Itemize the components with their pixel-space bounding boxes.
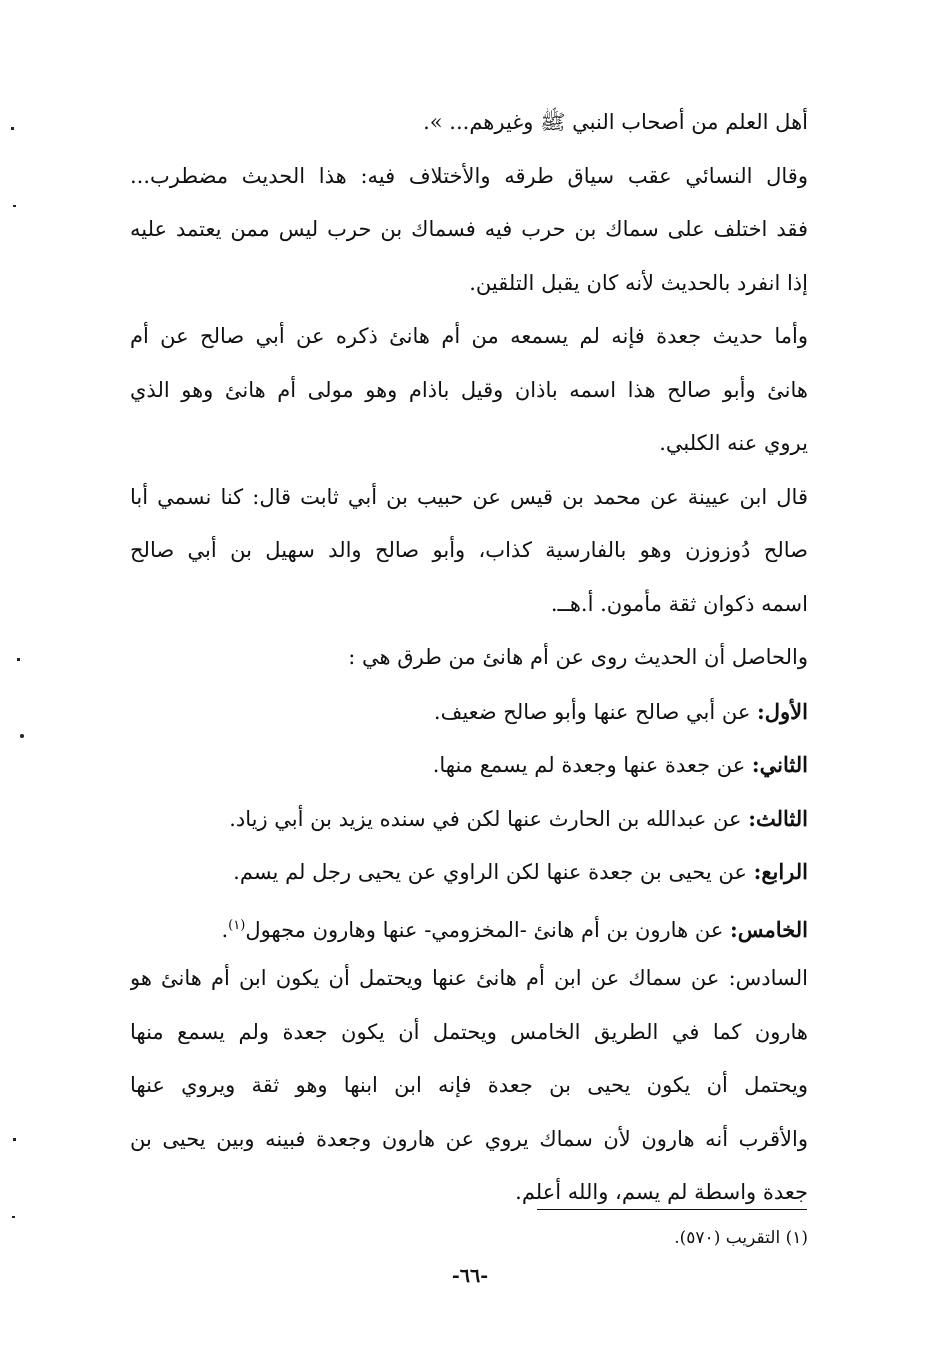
text-line: صالح دُوزوزن وهو بالفارسية كذاب، وأبو صالح والد سهيل بن أبي صالح (130, 538, 808, 562)
scan-speck (11, 127, 14, 130)
main-text (130, 96, 808, 1220)
text-line: هانئ وأبو صالح هذا اسمه باذان وقيل باذام وهو مولى أم هانئ وهو الذي (130, 377, 808, 402)
text-line: والحاصل أن الحديث روى عن أم هانئ من طرق هي : (348, 645, 808, 669)
scan-speck (13, 205, 16, 207)
way-label: الثاني: (751, 752, 808, 777)
text-line: اسمه ذكوان ثقة مأمون. أ.هــ. (550, 591, 808, 616)
footnote-marker[interactable]: (١) (228, 917, 246, 933)
way-text: عن يحيى بن جعدة عنها لكن الراوي عن يحيى رجل لم يسم. (233, 860, 754, 884)
text-line: ويحتمل أن يكون يحيى بن جعدة فإنه ابن ابنها وهو ثقة ويروي عنها (130, 1073, 808, 1097)
text-line: وأما حديث جعدة فإنه لم يسمعه من أم هانئ ذكره عن أبي صالح عن أم (130, 324, 808, 348)
text-line: وقال النسائي عقب سياق طرقه والأختلاف فيه: هذا الحديث مضطرب... (130, 163, 808, 188)
way-label: الخامس: (730, 916, 808, 942)
way-text-end: . (221, 917, 229, 942)
way-third (130, 792, 808, 846)
way-text: عن جعدة عنها وجعدة لم يسمع منها. (432, 753, 752, 777)
text-line: قال ابن عيينة عن محمد بن قيس عن حبيب بن أبي ثابت قال: كنا نسمي أبا (130, 484, 808, 509)
text-line: يروي عنه الكلبي. (659, 431, 808, 455)
way-fourth (130, 845, 808, 899)
way-second (130, 738, 808, 792)
text-line: جعدة واسطة لم يسم، والله أعلم. (515, 1180, 808, 1204)
scan-speck (12, 1216, 15, 1218)
way-first (130, 685, 808, 739)
way-text: عن هارون بن أم هانئ -المخزومي- عنها وهارون مجهول (245, 917, 731, 942)
footnote: (١) التقريب (٥٧٠). (674, 1228, 808, 1248)
way-text: عن أبي صالح عنها وأبو صالح ضعيف. (433, 699, 758, 724)
text-line: إذا انفرد بالحديث لأنه كان يقبل التلقين. (469, 270, 808, 295)
text-line: السادس: عن سماك عن ابن أم هانئ عنها ويحتمل أن يكون ابن أم هانئ هو (130, 966, 808, 990)
way-label: الأول: (757, 698, 808, 724)
way-fifth (130, 899, 808, 953)
text-line: أهل العلم من أصحاب النبي ﷺ وغيرهم... ». (423, 110, 808, 134)
way-text: عن عبدالله بن الحارث عنها لكن في سنده يزيد بن أبي زياد. (229, 806, 749, 831)
scan-speck (20, 734, 24, 738)
scan-speck (13, 1138, 16, 1141)
footnote-divider (537, 1209, 807, 1210)
scan-speck (17, 658, 20, 661)
way-label: الرابع: (753, 859, 808, 884)
text-line: هارون كما في الطريق الخامس ويحتمل أن يكون جعدة ولم يسمع منها (130, 1019, 808, 1044)
text-line: والأقرب أنه هارون لأن سماك يروي عن هارون وجعدة فبينه وبين يحيى بن (130, 1126, 808, 1151)
text-line: فقد اختلف على سماك بن حرب فيه فسماك بن حرب ليس ممن يعتمد عليه (130, 217, 808, 241)
way-label: الثالث: (748, 805, 808, 831)
page-number: -٦٦- (451, 1265, 489, 1287)
